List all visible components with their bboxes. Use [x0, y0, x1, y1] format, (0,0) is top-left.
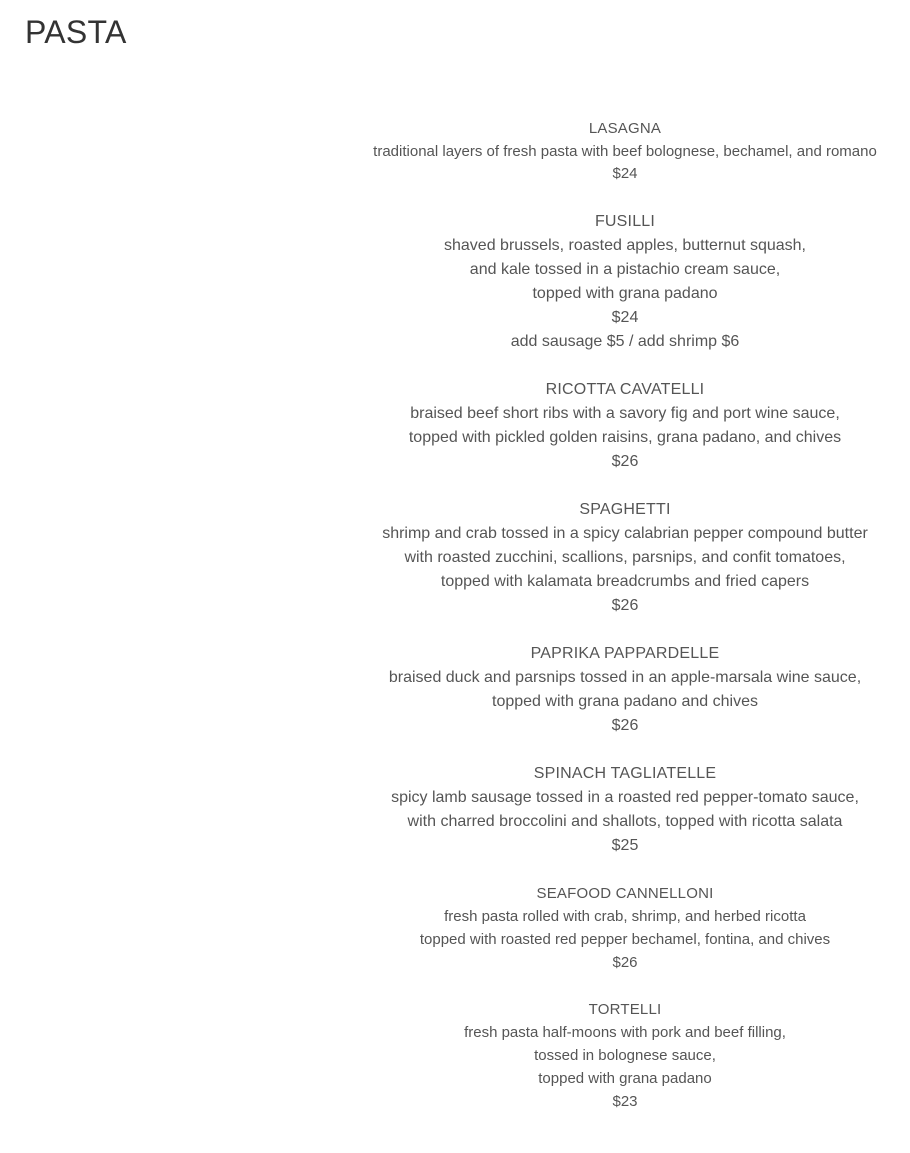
item-description-line: braised duck and parsnips tossed in an apple-marsala wine sauce,: [388, 668, 862, 686]
item-name: SPINACH TAGLIATELLE: [533, 764, 717, 782]
item-price: $26: [611, 716, 639, 734]
menu-item-spaghetti: [340, 498, 910, 618]
item-name: LASAGNA: [588, 120, 662, 137]
item-description-line: tossed in bolognese sauce,: [534, 1046, 716, 1064]
item-description-line: with charred broccolini and shallots, topped with ricotta salata: [407, 812, 843, 830]
item-name: TORTELLI: [588, 1000, 662, 1018]
item-price: $26: [611, 452, 639, 470]
item-description-line: topped with grana padano: [532, 284, 718, 302]
item-price: $25: [611, 836, 639, 854]
item-description-line: topped with kalamata breadcrumbs and fried capers: [440, 572, 810, 590]
item-price: $26: [612, 953, 638, 971]
menu-item-ricotta-cavatelli: [340, 378, 910, 474]
item-price: $26: [611, 596, 639, 614]
item-description-line: topped with grana padano: [538, 1069, 712, 1087]
item-description-line: shaved brussels, roasted apples, butternut squash,: [444, 236, 806, 254]
menu-item-tortelli: [340, 998, 910, 1113]
item-price: $23: [612, 1092, 638, 1110]
item-description-line: fresh pasta rolled with crab, shrimp, and herbed ricotta: [444, 907, 806, 925]
item-name: RICOTTA CAVATELLI: [545, 380, 705, 398]
item-add-on: add sausage $5 / add shrimp $6: [510, 332, 740, 350]
page-title: PASTA: [25, 14, 127, 50]
item-description-line: fresh pasta half-moons with pork and beef filling,: [464, 1023, 786, 1041]
menu-item-spinach-tagliatelle: [340, 762, 910, 858]
item-description-line: topped with grana padano and chives: [492, 692, 758, 710]
item-description-line: topped with roasted red pepper bechamel, fontina, and chives: [419, 930, 831, 948]
item-name: SPAGHETTI: [579, 500, 671, 518]
menu-item-fusilli: [340, 210, 910, 354]
item-description-line: and kale tossed in a pistachio cream sauce,: [469, 260, 781, 278]
pasta-menu-list: [340, 118, 910, 1137]
item-name: SEAFOOD CANNELLONI: [536, 884, 714, 902]
item-description-line: braised beef short ribs with a savory fig and port wine sauce,: [410, 404, 840, 422]
item-description-line: traditional layers of fresh pasta with beef bolognese, bechamel, and romano: [373, 142, 877, 160]
menu-item-seafood-cannelloni: [340, 882, 910, 974]
item-price: $24: [612, 165, 638, 182]
item-description-line: with roasted zucchini, scallions, parsnips, and confit tomatoes,: [404, 548, 846, 566]
item-price: $24: [611, 308, 639, 326]
item-description-line: shrimp and crab tossed in a spicy calabrian pepper compound butter: [382, 524, 868, 542]
item-name: FUSILLI: [594, 212, 656, 230]
menu-item-paprika-pappardelle: [340, 642, 910, 738]
item-description-line: spicy lamb sausage tossed in a roasted red pepper-tomato sauce,: [391, 788, 859, 806]
item-name: PAPRIKA PAPPARDELLE: [530, 644, 720, 662]
item-description-line: topped with pickled golden raisins, grana padano, and chives: [408, 428, 842, 446]
menu-item-lasagna: [340, 118, 910, 186]
